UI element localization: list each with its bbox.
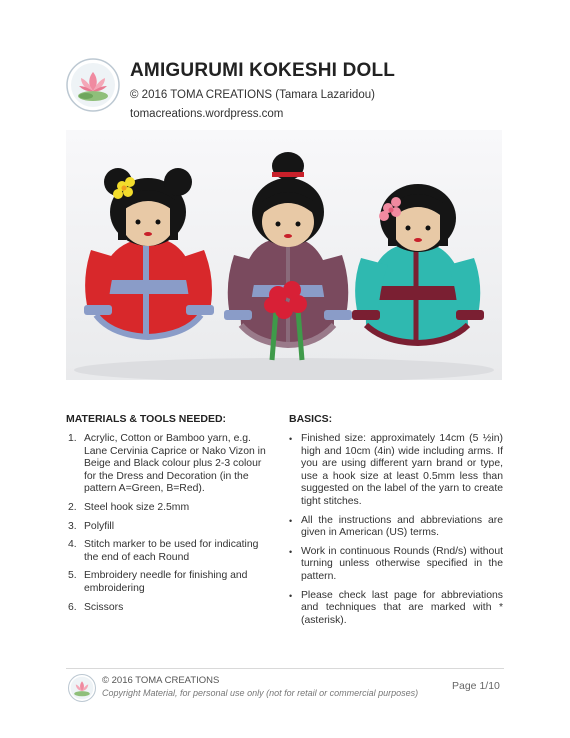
list-item: 1. Acrylic, Cotton or Bamboo yarn, e.g. Lane Cervinia Caprice or Nako Vizon in Beige and Black colour plus 2-3 colour for the Dress and Decoration (in the pattern A=Green, B=Red). — [68, 433, 266, 495]
footer-divider — [66, 668, 504, 669]
basics-section — [289, 413, 503, 633]
list-item: 5. Embroidery needle for finishing and embroidering — [68, 570, 248, 594]
list-item: • Finished size: approximately 14cm (5 ½in) high and 10cm (4in) wide including arms. If you are using different yarn brand or type, use a hook size at least 0.5mm less than suggested on the label of the yarn to create tight stitches. — [289, 433, 503, 507]
list-item: 6. Scissors — [68, 601, 124, 613]
list-item: • Please check last page for abbreviations and techniques that are marked with *(asterisk). — [289, 589, 503, 626]
bullet-icon: • — [289, 434, 293, 444]
list-item: • All the instructions and abbreviations are given in American (US) terms. — [289, 514, 503, 539]
materials-heading: MATERIALS & TOOLS NEEDED: — [66, 413, 227, 425]
bullet-icon: • — [289, 590, 293, 601]
materials-list — [66, 433, 272, 614]
list-item: 3. Polyfill — [68, 520, 115, 532]
lotus-logo-icon — [68, 674, 96, 702]
footer-note: Copyright Material, for personal use only (not for retail or commercial purposes) — [102, 688, 419, 698]
author-copyright: © 2016 TOMA CREATIONS (Tamara Lazaridou) — [130, 89, 375, 101]
materials-section — [66, 413, 272, 620]
bullet-icon: • — [289, 515, 293, 526]
list-item: 4. Stitch marker to be used for indicating the end of each Round — [68, 539, 259, 563]
basics-heading: BASICS: — [289, 413, 333, 425]
footer-copyright: © 2016 TOMA CREATIONS — [102, 675, 220, 686]
website-link[interactable]: tomacreations.wordpress.com — [130, 108, 284, 120]
lotus-logo-icon — [66, 58, 120, 112]
document-title: AMIGURUMI KOKESHI DOLL — [130, 60, 396, 81]
kokeshi-dolls-photo — [66, 130, 502, 380]
bullet-icon: • — [289, 546, 293, 557]
basics-list — [289, 433, 503, 627]
document-header — [66, 56, 506, 126]
page-number: Page 1/10 — [452, 680, 500, 692]
list-item: • Work in continuous Rounds (Rnd/s) without turning unless otherwise specified in the pattern. — [289, 545, 503, 582]
list-item: 2. Steel hook size 2.5mm — [68, 501, 190, 513]
